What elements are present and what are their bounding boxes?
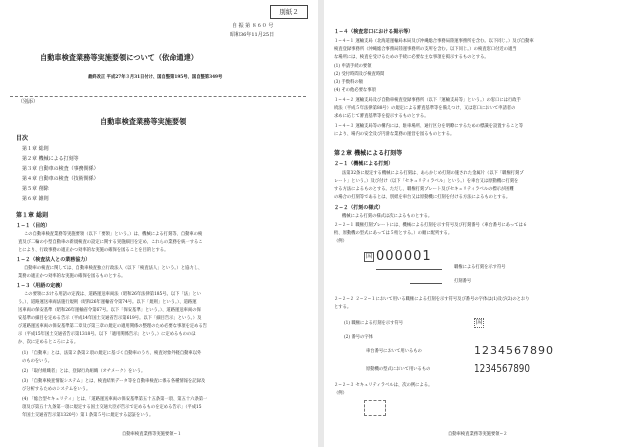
definition-line: び分析するためのシステムをいう。 [22,387,91,392]
paragraph-line: レート」という。）及び付け（以下「セキュリティラベル」という。）を車台又は原動機に打刻を [334,179,519,184]
section-heading: 自動車検査業務等実施要領 [100,117,187,126]
subsection-heading: １−３（用語の定義） [16,283,66,289]
list-item: (4) その他必要な事項 [334,88,376,93]
legend-mark-label: 職権による打刻を示す符号 [454,265,506,270]
toc-label: 目次 [16,135,29,142]
subsection-heading: １−４（検査窓口における掲示等） [334,29,414,35]
paragraph-line: １−４−２ 運輸支局及び自動車検査登録事務所（以下「運輸支局等」という。）の窓口には行政手 [334,98,521,103]
leader-line [410,283,442,284]
chapter-heading: 第１章 総則 [16,212,49,219]
ref-date: 昭和36年11月25日 [230,32,275,38]
paragraph-line: 示（平成15年国土交通省告示第1318号。以下「適用関係告示」という。）に定めるもののほ [18,332,196,337]
security-label-sample [364,400,386,416]
glyph-item-label: (2) 番号の字体 [344,335,373,340]
definition-line: (3) 「自動車検査情報システム」とは、検査結果データ等を自動車検査に係る各種情報を記録及 [22,379,206,384]
paragraph-line: 法第32条に規定する機械による打刻は、あらかじめ打刻の施された金属片（以下「職権打刻プ [342,171,524,176]
definition-line: 年国土交通省告示第1320号）第１条第５号に規定する認証をいう。 [22,413,154,418]
ref-number: 自 振 第 ８６０ 号 [232,23,274,29]
font-row-label: 原動機の型式において用いるもの [366,367,431,372]
definition-line: (2) 「取付組織者」とは、登録行為組織（オチメーク）をいう。 [22,369,146,374]
attachment-label: （別添） [18,99,39,105]
left-page [0,0,319,447]
font-sample: 1234567890 [474,344,554,357]
paragraph-line: 検査登録事務所（沖縄総合事務局陸運事務所の支所を含む。以下同じ。）の検査窓口付近の適当 [334,47,517,52]
font-sample: 1234567890 [474,362,530,375]
font-row-label: 車台番号において用いるもの [366,349,422,354]
divider [10,96,306,97]
toc-item: 第２章 機械による打刻等 [22,156,79,162]
toc-item: 第５章 削除 [22,186,49,192]
list-item: (2) 受付時間及び検査時間 [334,72,385,77]
toc-item: 第６章 雑則 [22,196,49,202]
list-item: (1) 申請手続の要領 [334,64,372,69]
list-item: (3) 手数料の額 [334,80,363,85]
toc-item: 第１章 総則 [22,146,49,152]
subsection-heading: ２−２（打刻の様式） [334,205,384,211]
page-footer: 自動車検査業務等実施要領−２ [448,432,508,437]
paragraph-line: う。）、道路運送車両法施行規則（昭和26年運輸省令第74号。以下「規則」という。）、道路運 [18,300,197,305]
paragraph-line: 送車両の保安基準（昭和26年運輸省令第67号。以下「保安基準」という。）、道路運送車両の保 [18,308,201,313]
paragraph-line: ２−２−２ ２−２−１において用いる職権による打刻を示す符号及び番号の字体は(1)及び(2)のとおり [334,297,530,302]
official-mark: 国 [365,253,372,260]
definition-line: のものをいう。 [22,359,53,364]
paragraph-line: 機械による打刻の様式は次によるものとする。 [342,214,433,219]
glyph-item-label: (1) 職権による打刻を示す符号 [344,321,404,326]
subsection-heading: １−１（目的） [16,223,51,229]
paragraph-line: な場所には、検査を受けるための手続に必要な主な事項を掲示するものとする。 [334,55,489,60]
paragraph-line: 続法（平成５年法律第88号）の規定による審査基準等を備えつけ、又は窓口において申請者の [334,106,516,111]
official-mark: 国 [475,319,482,326]
sample-stamp-number: 000001 [376,249,432,264]
attachment-tag: 別紙２ [270,5,308,19]
definition-line: (4) 「総合型セキュリティ」とは、「道路運送車両の保安基準第五十五条第一項、第五十六条第一 [22,397,208,402]
definition-line: (1) 「自動車」とは、法第２条第２項の規定に基づく自動車のうち、検査対象外軽自動車以外 [22,351,202,356]
page-footer: 自動車検査業務等実施要領−１ [122,432,182,437]
paragraph-line: ２−２−３ セキュリティラベルは、次の例による。 [334,383,433,388]
paragraph-line: 安基準の細目を定める告示（平成14年国土交通省告示第619号。以下「細目告示」という。）及 [18,316,202,321]
paragraph-line: とする。 [334,305,352,310]
paragraph-line: 業務の適正かつ効率的な実施の確保を図るものとする。 [18,274,126,279]
toc-item: 第３章 自動車の検査（事務関係） [22,166,99,172]
paragraph-line: １−４−３ 運輸支局等の構内には、駐車場所、通行区分を明瞭にするための標識を設置すること等 [334,124,524,129]
paragraph-line: 自動車の検査に関しては、自動車検査独立行政法人（以下「検査法人」という。）と協力し、 [24,266,203,271]
paragraph-line: 査及び二輪の小型自動車の新規検査の設定に関する実施細目を定め、これらの業務を統一するこ [18,240,203,245]
paragraph-line: の場合の打刻等であるとは、別紙を車台又は原動機に打刻を付ける方法によるものとする。 [334,195,511,200]
paragraph-line: 桁、原動機の型式にあっては５桁とする。）の順に配列する。 [334,231,453,236]
chapter-heading: 第２章 機械による打刻等 [334,150,403,157]
paragraph-line: この要領における用語の定義は、道路運送車両法（昭和26年法律第185号。以下「法」とい [24,292,201,297]
legend-number-label: 打刻番号 [454,279,472,284]
paragraph-line: により、場内の安全及び円滑な業務の運営を図るものとする。 [334,132,455,137]
paragraph-line: （例） [334,391,347,396]
leader-line [376,269,442,270]
document-title: 自動車検査業務等実施要領について（依命通達） [40,53,198,62]
revision-note: 最終改正 平成27年３月31日付け、国自整第195号、国自整第349号 [88,75,223,80]
paragraph-line: この自動車検査業務等実施要領（以下「要領」という。）は、機械による打刻等、自動車の検 [24,232,203,237]
subsection-heading: ２−１（機械による打刻） [334,161,394,167]
paragraph-line: （例） [334,239,347,244]
right-page [324,0,640,447]
paragraph-line: １−４−１ 運輸支局（北海道運輸局本局及び沖縄総合事務局陸運事務所を含む。以下同じ。）及び自動車 [334,39,534,44]
toc-item: 第４章 自動車の検査（技術関係） [22,176,99,182]
definition-line: 項及び第五十九条第一項に規定する国土交通大臣が告示で定めるものを定める告示」（平成15 [22,405,202,410]
paragraph-line: ２−２−１ 職権打刻プレートには、機械による打刻を示す符号及び打刻番号（車台番号にあっては６ [334,223,528,228]
paragraph-line: 求めに応じて審査基準等を提示するものとする。 [334,114,429,119]
paragraph-line: び道路運送車両の保安基準第二章及び第三章の規定の適用関係の整理のため必要な事項を定める告 [18,324,208,329]
paragraph-line: する方法によるものとする。ただし、職権打刻プレート及びセキュリティラベルの標示が困難 [334,187,514,192]
paragraph-line: か、次に定めるところによる。 [18,340,79,345]
subsection-heading: １−２（検査法人との業務協力） [16,257,91,263]
paragraph-line: とにより、行政事務の適正かつ効率的な実施の確保を図ることを目的とする。 [18,248,169,253]
